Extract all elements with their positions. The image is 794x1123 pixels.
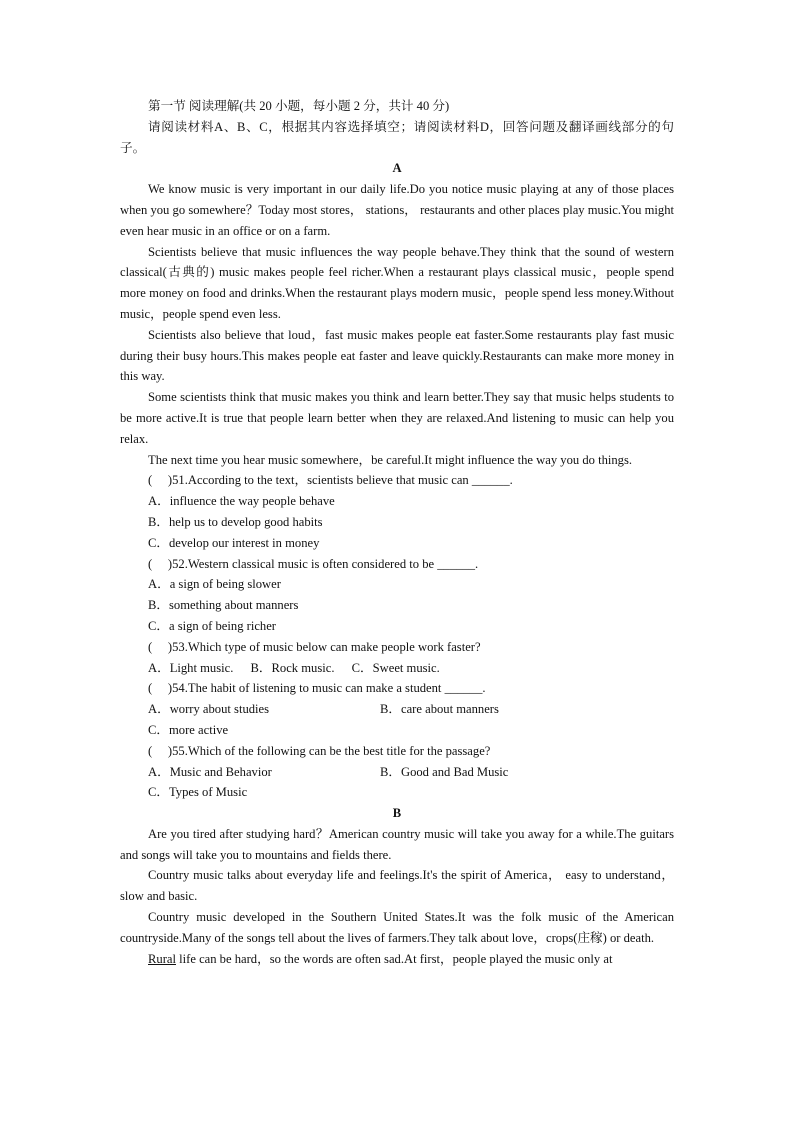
instructions: 请阅读材料A、B、C，根据其内容选择填空；请阅读材料D，回答问题及翻译画线部分的句子。: [120, 119, 674, 155]
q55-options-row: [120, 762, 674, 783]
passage-a-paragraph-1: We know music is very important in our daily life.Do you notice music playing at any of those places when you go somewhere？Today most stores， stations， restaurants and other places play music.You might even hear music in an office or on a farm.: [120, 182, 674, 238]
q51-option-c: C．develop our interest in money: [148, 535, 320, 550]
q54-option-a: A．worry about studies: [148, 702, 270, 717]
passage-b-paragraph-1: Are you tired after studying hard？American country music will take you away for a while.The guitars and songs will take you to mountains and fields there.: [120, 826, 674, 862]
q52-option-b: B．something about manners: [148, 598, 299, 613]
q53-option-c: C．Sweet music.: [351, 660, 440, 675]
q54-option-c: C．more active: [148, 722, 229, 737]
passage-a-paragraph-3: Scientists also believe that loud，fast music makes people eat faster.Some restaurants play fast music during their busy hours.This makes people eat faster and leave quickly.Restaurants can make more money in this way.: [120, 327, 674, 384]
passage-b-paragraph-3: Country music developed in the Southern United States.It was the folk music of the American countryside.Many of the songs tell about the lives of farmers.They talk about love，crops(庄稼) or death.: [120, 910, 674, 945]
passage-a-paragraph-4: Some scientists think that music makes you think and learn better.They say that music helps students to be more active.It is true that people learn better when they are relaxed.And listening to music can help you relax.: [120, 390, 674, 446]
q53-options: [120, 658, 674, 679]
passage-b-paragraph-2: Country music talks about everyday life and feelings.It's the spirit of America， easy to understand，slow and basic.: [120, 868, 674, 904]
passage-b-paragraph-4: [120, 949, 674, 970]
question-54: ( )54.The habit of listening to music can make a student ______.: [148, 681, 486, 696]
passage-a-label: A: [392, 161, 402, 176]
q51-option-b: B．help us to develop good habits: [148, 514, 323, 529]
q54-options-row: [120, 699, 674, 720]
question-53: ( )53.Which type of music below can make people work faster?: [148, 639, 481, 654]
question-55: ( )55.Which of the following can be the best title for the passage?: [148, 743, 491, 758]
section-header: 第一节 阅读理解(共 20 小题，每小题 2 分，共计 40 分): [148, 99, 450, 113]
passage-b-paragraph-4-text: life can be hard，so the words are often sad.At first，people played the music only at: [175, 951, 613, 966]
q51-option-a: A．influence the way people behave: [148, 494, 335, 509]
q54-option-b: B．care about manners: [380, 702, 499, 717]
passage-a-paragraph-5: The next time you hear music somewhere，be careful.It might influence the way you do things.: [148, 452, 633, 467]
q55-option-b: B．Good and Bad Music: [380, 764, 509, 779]
q52-option-a: A．a sign of being slower: [148, 577, 281, 592]
q52-option-c: C．a sign of being richer: [148, 618, 277, 633]
q53-option-a: A．Light music.: [148, 660, 234, 675]
q55-option-c: C．Types of Music: [148, 785, 248, 800]
q55-option-a: A．Music and Behavior: [148, 764, 272, 779]
passage-b-label: B: [392, 806, 402, 821]
question-52: ( )52.Western classical music is often considered to be ______.: [148, 556, 479, 571]
underlined-word-rural: Rural: [148, 951, 176, 966]
passage-a-paragraph-2: Scientists believe that music influences the way people behave.They think that the sound of western classical(古典的) music makes people feel richer.When a restaurant plays classical music，people spend more money on food and drinks.When the restaurant plays modern music，people spend less money.Without music，people spend even less.: [120, 244, 674, 321]
question-51: ( )51.According to the text，scientists believe that music can ______.: [148, 473, 513, 488]
q53-option-b: B．Rock music.: [250, 660, 335, 675]
document-page: [120, 96, 674, 969]
